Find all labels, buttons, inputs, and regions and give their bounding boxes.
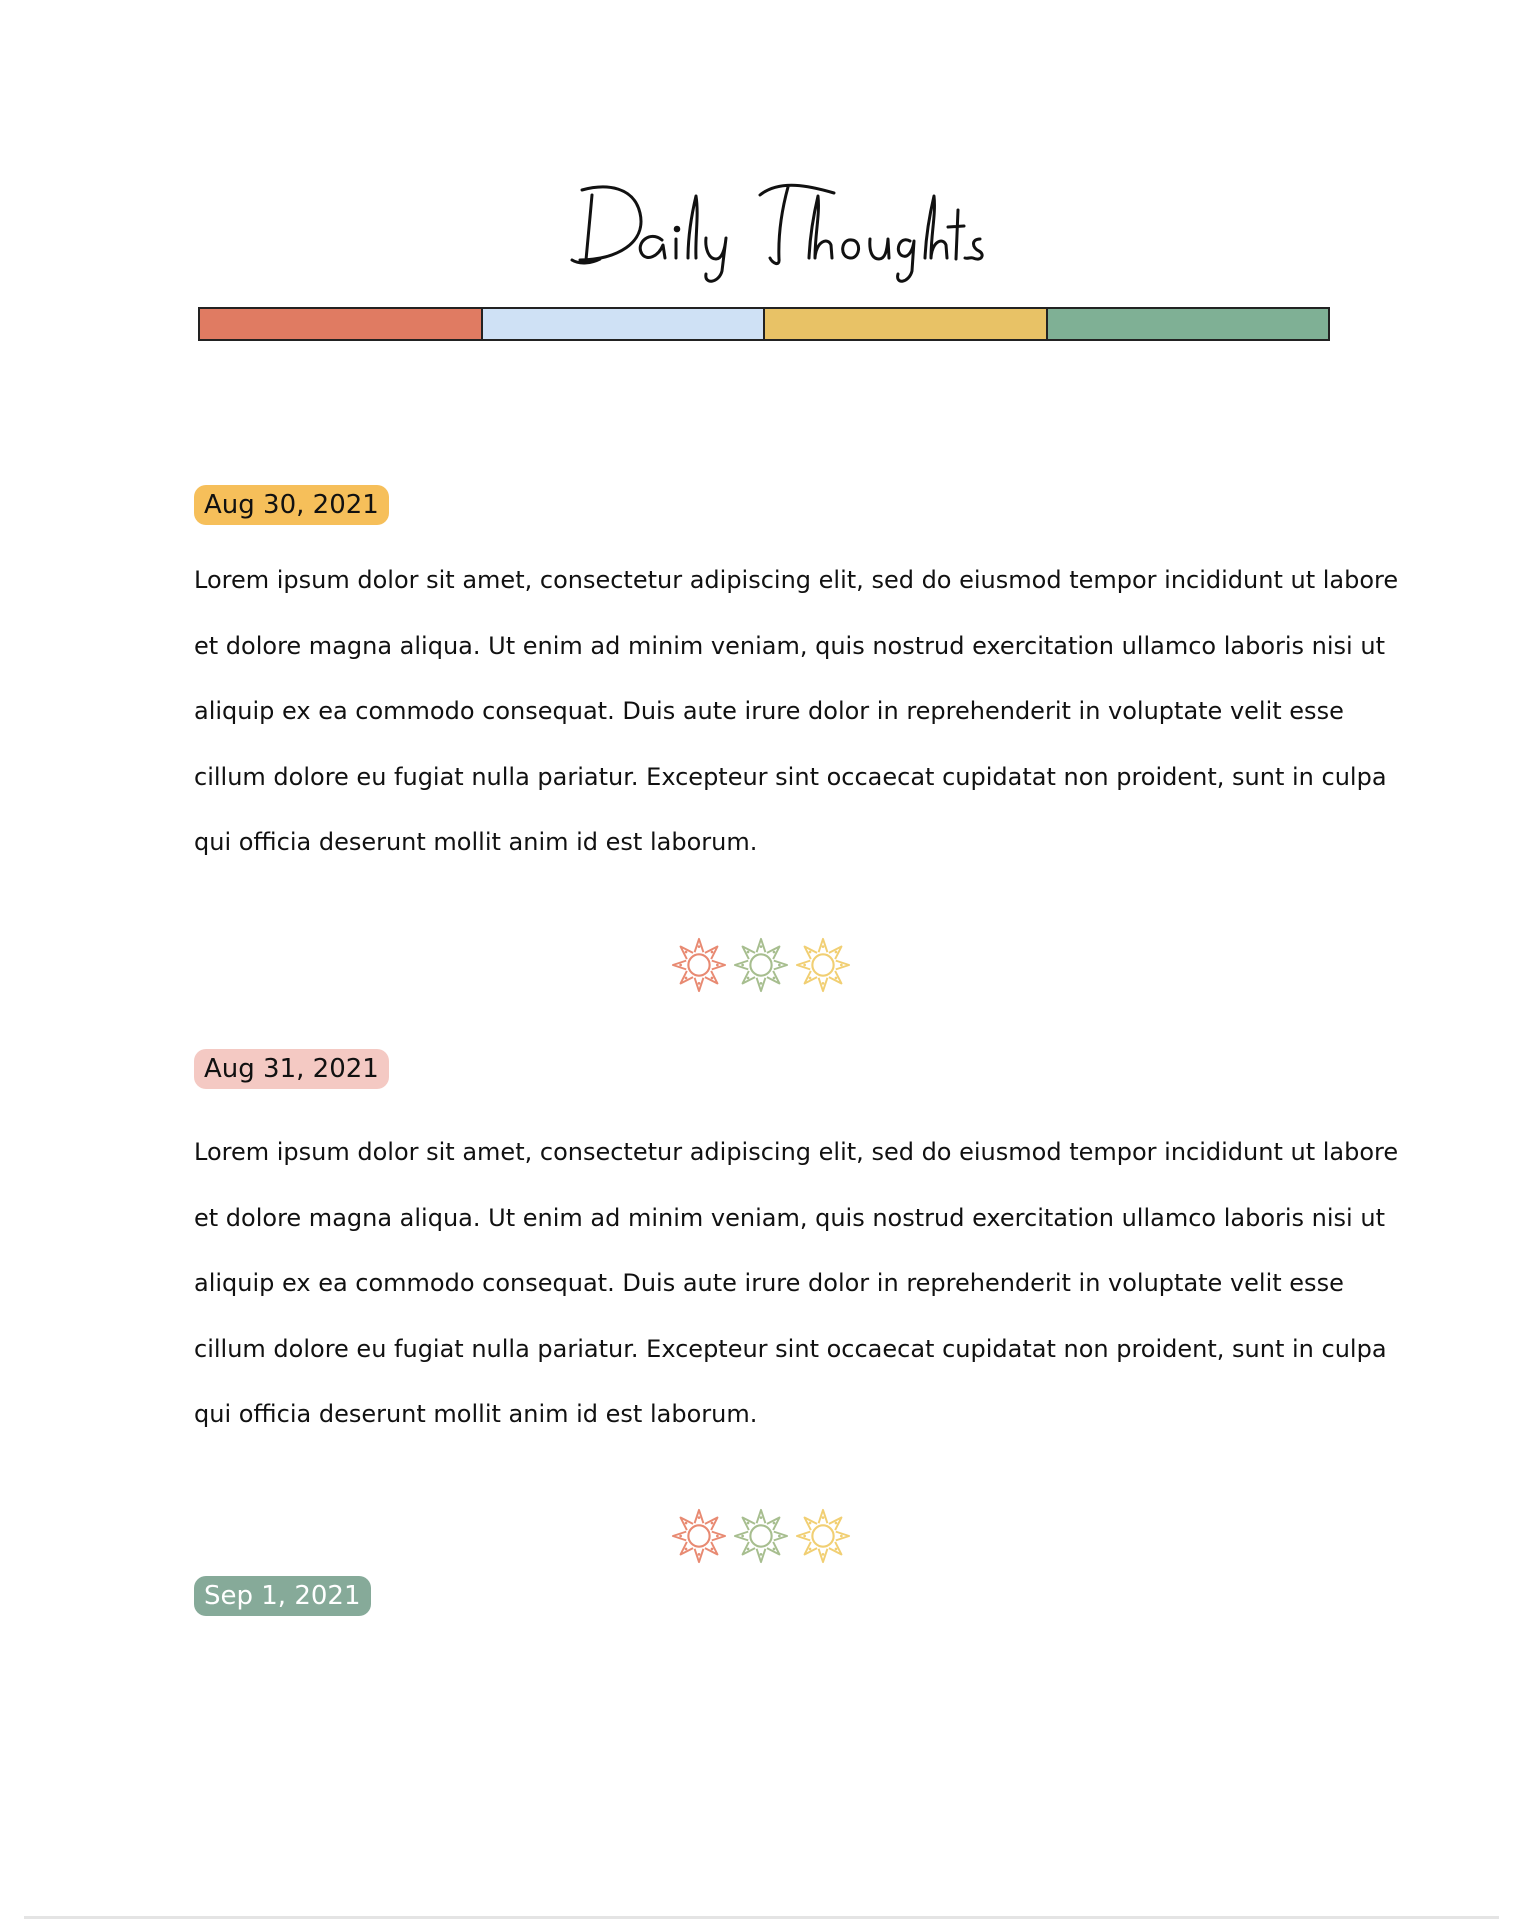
page-title-script [552, 155, 972, 305]
entry-text [194, 548, 1399, 876]
sun-icon [670, 1507, 728, 1565]
page-bottom-edge [24, 1916, 1499, 1919]
entry-text-line: qui officia deserunt mollit anim id est laborum. [194, 1400, 758, 1428]
entry-text-line: cillum dolore eu fugiat nulla pariatur. Excepteur sint occaecat cupidatat non proident, sunt in culpa [194, 1334, 1387, 1363]
color-segment-green [1048, 309, 1329, 339]
sun-divider [670, 1505, 852, 1567]
sun-divider [670, 934, 852, 996]
entry-text [194, 1120, 1399, 1448]
entry-date-badge: Sep 1, 2021 [194, 1576, 371, 1616]
color-bar [198, 307, 1330, 341]
sun-icon [794, 936, 852, 994]
color-segment-yellow [765, 309, 1048, 339]
sun-icon [794, 1507, 852, 1565]
sun-icon [670, 936, 728, 994]
sun-icon [732, 936, 790, 994]
entry-text-line: qui officia deserunt mollit anim id est laborum. [194, 828, 758, 856]
entry-date-badge: Aug 30, 2021 [194, 485, 389, 525]
entry-text-line: aliquip ex ea commodo consequat. Duis aute irure dolor in reprehenderit in voluptate velit esse [194, 697, 1344, 725]
entry-text-line: cillum dolore eu fugiat nulla pariatur. Excepteur sint occaecat cupidatat non proident, sunt in culpa [194, 762, 1387, 791]
page-title [0, 150, 1523, 310]
entry-text-line: et dolore magna aliqua. Ut enim ad minim veniam, quis nostrud exercitation ullamco laboris nisi ut [194, 1203, 1385, 1232]
entry-text-line: Lorem ipsum dolor sit amet, consectetur adipiscing elit, sed do eiusmod tempor incididunt ut labore [194, 1138, 1399, 1166]
entry-text-line: aliquip ex ea commodo consequat. Duis aute irure dolor in reprehenderit in voluptate velit esse [194, 1269, 1344, 1297]
sun-icon [732, 1507, 790, 1565]
color-segment-blue [483, 309, 766, 339]
color-segment-red [200, 309, 483, 339]
entry-text-line: et dolore magna aliqua. Ut enim ad minim veniam, quis nostrud exercitation ullamco laboris nisi ut [194, 631, 1385, 660]
entry-text-line: Lorem ipsum dolor sit amet, consectetur adipiscing elit, sed do eiusmod tempor incididunt ut labore [194, 566, 1399, 594]
entry-date-badge: Aug 31, 2021 [194, 1049, 389, 1089]
